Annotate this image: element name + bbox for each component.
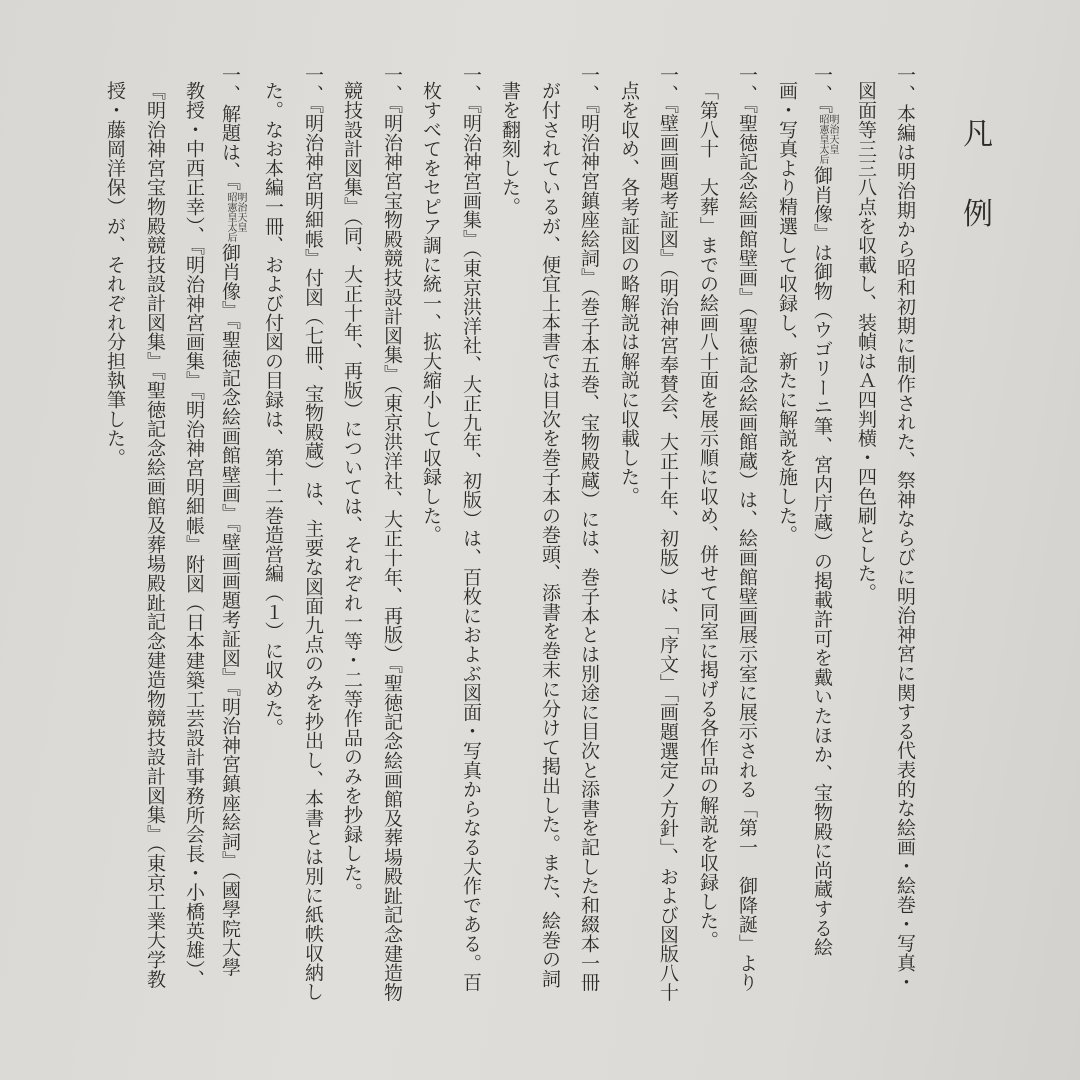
text-column: 一、『明治神宮鎮座絵詞』（巻子本五巻、宝物殿蔵）には、巻子本とは別途に目次と添書を記した和綴本一冊 — [578, 65, 600, 992]
text-column: 図面等三三八点を収載し、装幀はＡ四判横・四色刷とした。 — [855, 81, 877, 603]
title-char: 凡 — [963, 117, 993, 152]
text-column: 一、『明治神宮宝物殿競技設計図集』（東京洪洋社、大正十年、再版）『聖徳記念絵画館及葬場殿趾記念建造物 — [381, 65, 403, 1002]
text-column — [811, 65, 838, 957]
text-column: 画・写真より精選して収録し、新たに解説を施した。 — [776, 81, 798, 545]
annotation-line: 明治天皇 — [827, 114, 838, 155]
text-column: 一、本編は明治期から昭和初期に制作された、祭神ならびに明治神宮に関する代表的な絵画・絵巻・写真・ — [894, 65, 916, 992]
annotation-line: 昭憲皇太后 — [817, 114, 828, 165]
inline-annotation — [225, 192, 245, 242]
text-column: た。なお本編一冊、および付図の目録は、第十二巻造営編（１）に収めた。 — [262, 81, 284, 738]
text-column: 一、『聖徳記念絵画館壁画』（聖徳記念絵画館蔵）は、絵画館壁画展示室に展示される「第一 御降誕」より — [736, 65, 758, 992]
text-segment: 御肖像』『聖徳記念絵画館壁画』『壁画画題考証図』『明治神宮鎮座絵詞』（國學院大學 — [219, 242, 241, 977]
text-column: 「第八十 大葬」までの絵画八十面を展示順に収め、併せて同室に掲げる各作品の解説を収録した。 — [697, 81, 719, 950]
text-column: 競技設計図集』（同、大正十年、再版）については、それぞれ一等・二等作品のみを抄録した。 — [341, 81, 363, 902]
annotation-line: 昭憲皇太后 — [225, 191, 236, 242]
text-column: 点を収め、各考証図の略解説は解説に収載した。 — [618, 81, 640, 506]
text-column: が付されているが、便宜上本書では目次を巻子本の巻頭、添書を巻末に分けて掲出した。また、絵巻の詞 — [539, 81, 561, 989]
text-segment: 一、『 — [811, 65, 833, 114]
text-column: 教授・中西正幸）、『明治神宮画集』『明治神宮明細帳』附図（日本建築工芸設計事務所会長・小橋英雄）、 — [183, 81, 205, 989]
text-column: 書を翻刻した。 — [499, 81, 521, 217]
text-column: 一、『壁画画題考証図』（明治神宮奉賛会、大正十年、初版）は、「序文」「画題選定ノ方針」、および図版八十 — [657, 65, 679, 1002]
inline-annotation — [817, 114, 837, 164]
text-column: 『明治神宮宝物殿競技設計図集』『聖徳記念絵画館及葬場殿趾記念建造物競技設計図集』（東京工業大学教 — [144, 81, 166, 989]
text-segment: 御肖像』は御物（ウゴリーニ筆、宮内庁蔵）の掲載許可を戴いたほか、宝物殿に尚蔵する絵 — [811, 165, 833, 957]
text-column — [219, 65, 246, 977]
text-segment: 一、解題は、『 — [219, 65, 241, 191]
annotation-line: 明治天皇 — [235, 191, 246, 232]
text-column: 一、『明治神宮明細帳』付図（七冊、宝物殿蔵）は、主要な図面九点のみを抄出し、本書とは別に紙帙収納し — [302, 65, 324, 1002]
text-column: 一、『明治神宮画集』（東京洪洋社、大正九年、初版）は、百枚におよぶ図面・写真からなる大作である。百 — [460, 65, 482, 992]
text-column: 授・藤岡洋保）が、それぞれ分担執筆した。 — [104, 81, 126, 467]
text-column: 枚すべてをセピア調に統一、拡大縮小して収録した。 — [420, 81, 442, 545]
title-char: 例 — [963, 197, 993, 232]
